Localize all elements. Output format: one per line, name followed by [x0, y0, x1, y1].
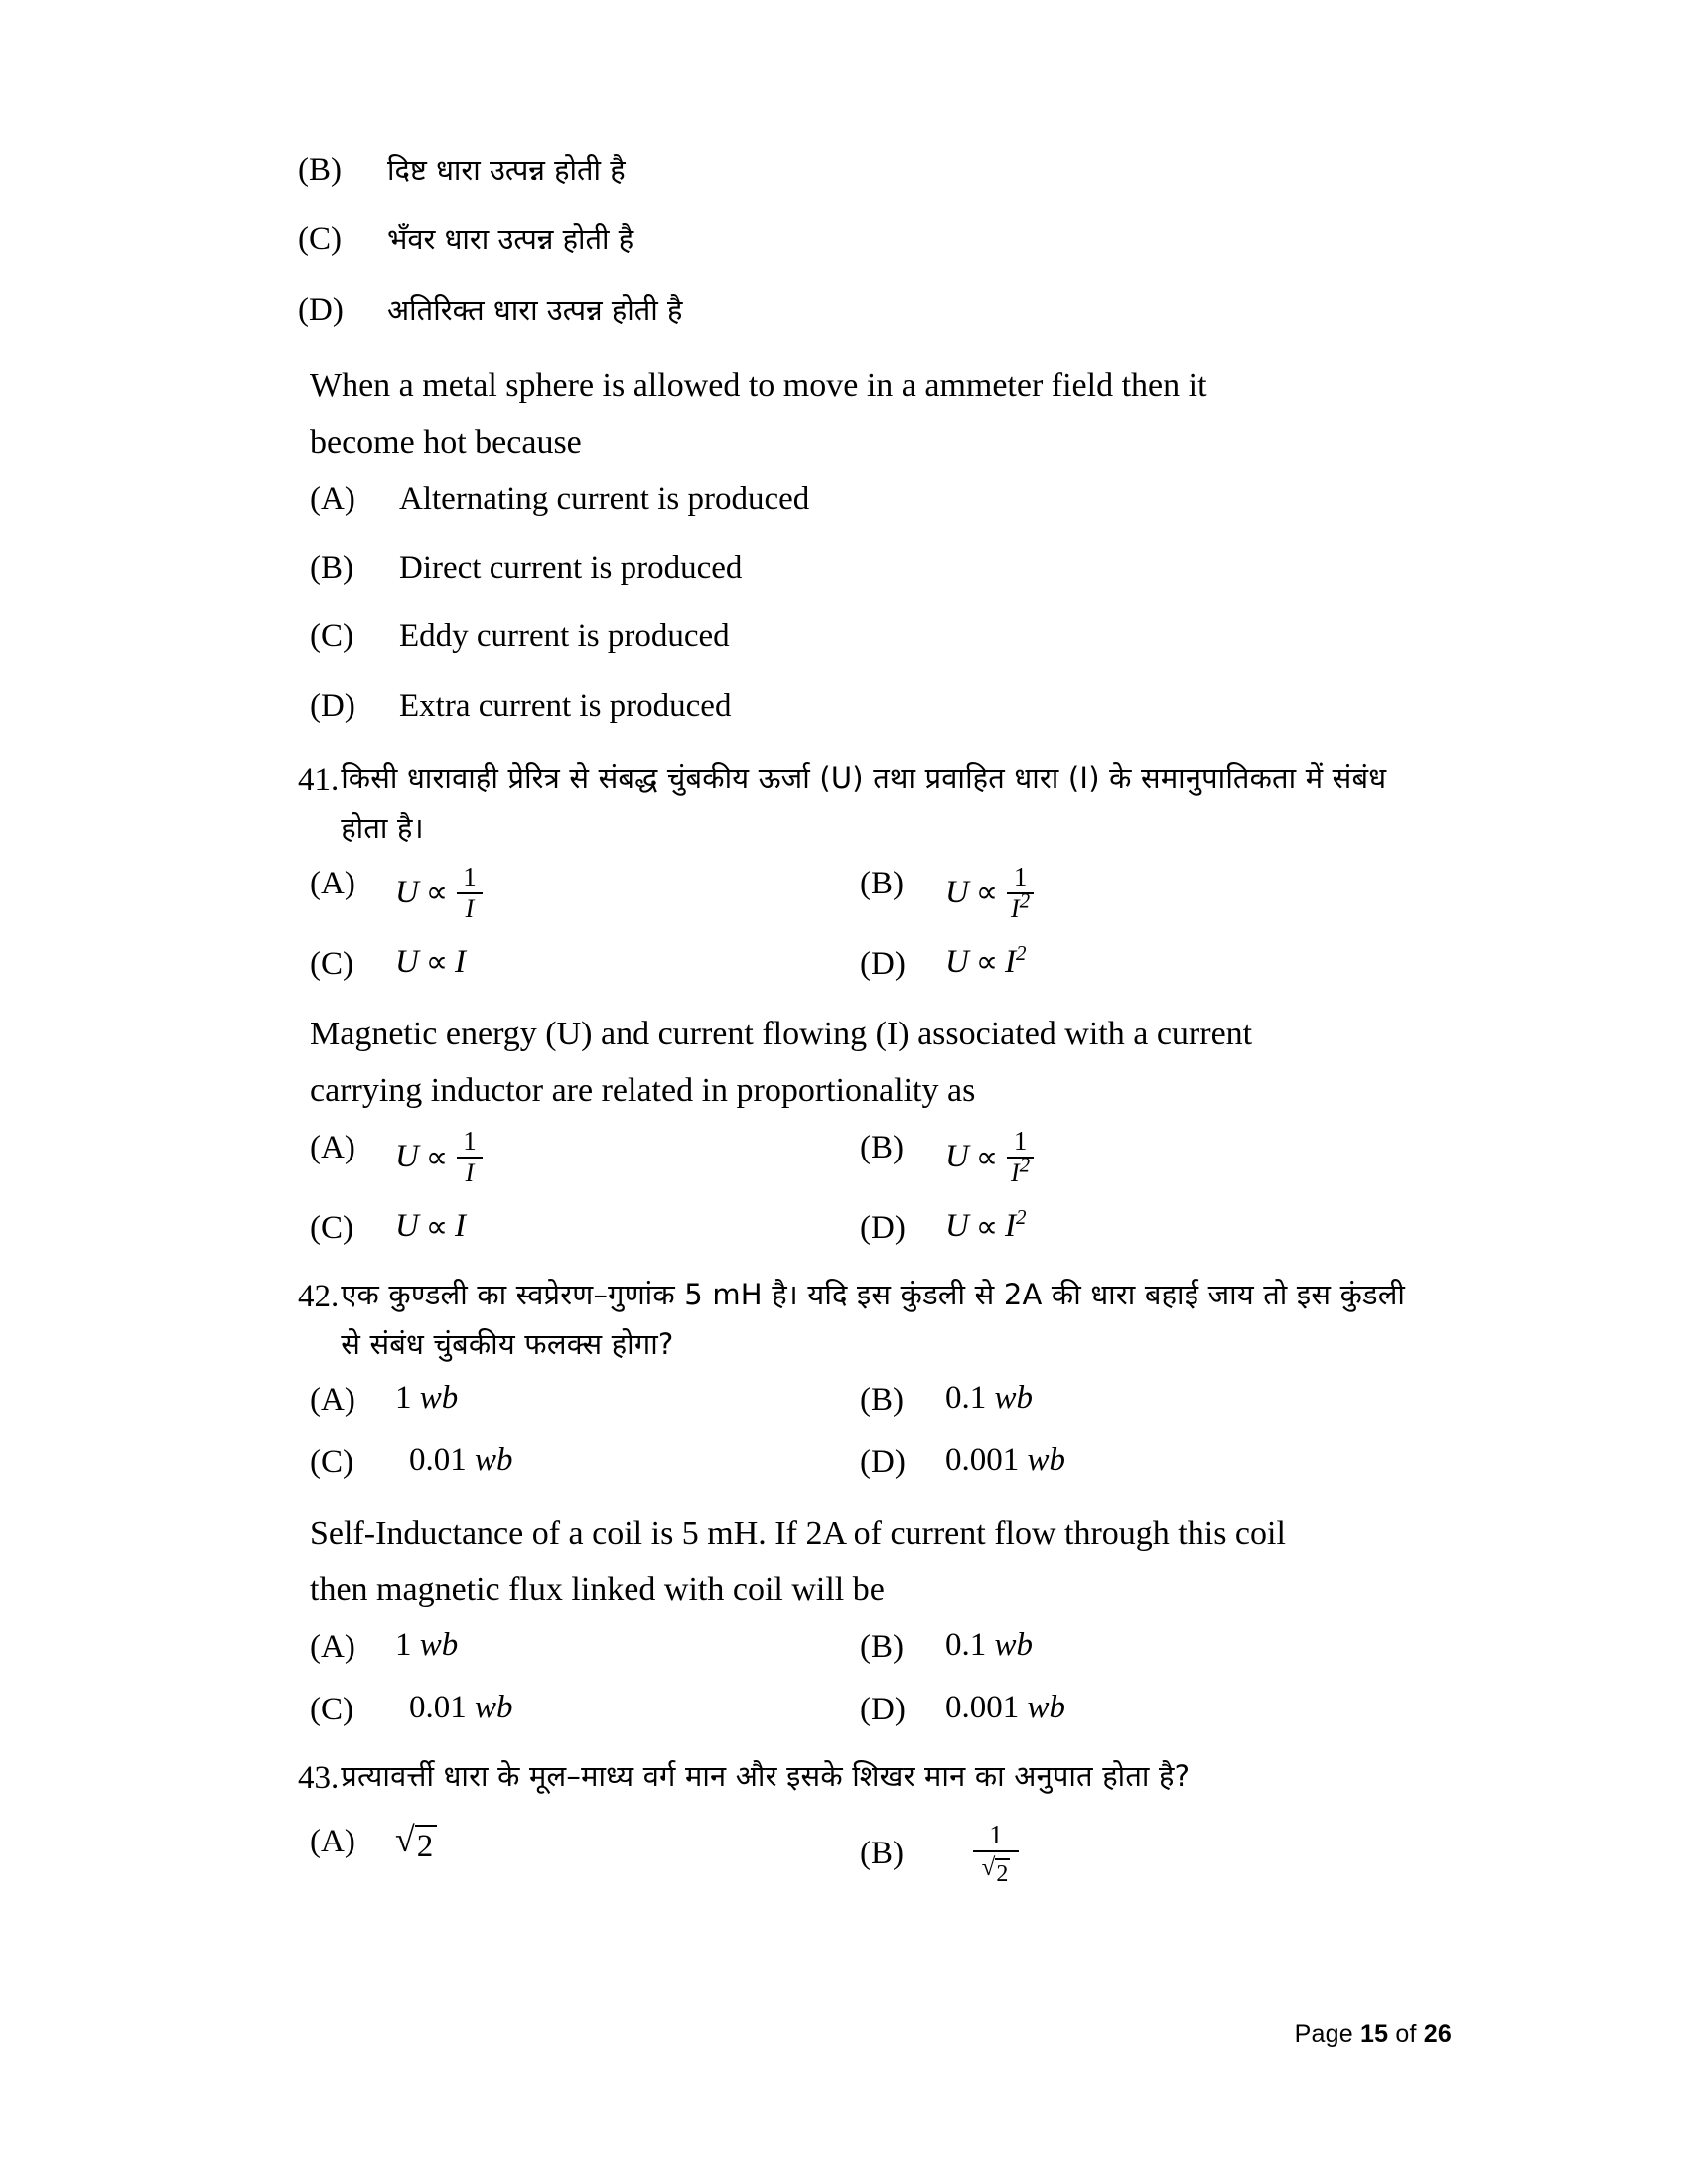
option-row-english-b — [310, 548, 1410, 589]
question-stem-hindi: प्रत्यावर्त्ती धारा के मूल–माध्य वर्ग मान और इसके शिखर मान का अनुपात होता है? — [341, 1759, 1191, 1794]
option-text: Direct current is produced — [399, 550, 743, 587]
fraction-one-over-root-two — [973, 1819, 1019, 1887]
option-row-english-a — [310, 479, 1410, 520]
fraction-one-over-i-squared — [1007, 1128, 1034, 1186]
option-row-hindi-c — [298, 218, 1410, 260]
option-d — [860, 1205, 1410, 1249]
option-row — [310, 1690, 1410, 1730]
denominator: $I^2$ — [1011, 888, 1031, 923]
question-stem-hindi: एक कुण्डली का स्वप्रेरण–गुणांक 5 mH है। यदि इस कुंडली से 2A की धारा बहाई जाय तो इस कुंडली से संबंध चुंबकीय फलक्स होगा? — [341, 1278, 1406, 1362]
value: 0.01 — [409, 1689, 467, 1725]
page-content — [298, 149, 1410, 1909]
option-label: (C) — [310, 945, 353, 982]
variable-u: U — [395, 874, 419, 910]
option-label: (B) — [298, 152, 342, 188]
variable-u: U — [945, 1208, 969, 1245]
fraction-one-over-i — [457, 1128, 483, 1186]
option-formula — [945, 861, 1036, 923]
option-label: (B) — [860, 1130, 904, 1166]
footer-middle: of — [1395, 2020, 1417, 2048]
option-label: (D) — [860, 1691, 906, 1727]
value: 0.1 — [945, 1380, 987, 1417]
unit: wb — [1027, 1442, 1066, 1479]
variable-i-squared: $I^2$ — [1005, 1205, 1027, 1245]
square-root-two — [395, 1819, 437, 1864]
option-row-hindi-b — [298, 149, 1410, 191]
option-label: (D) — [860, 945, 906, 982]
option-label: (C) — [310, 1691, 353, 1727]
denominator: I — [465, 1159, 475, 1188]
proportional-icon: ∝ — [425, 944, 448, 980]
option-label: (B) — [860, 1382, 904, 1419]
option-row — [310, 940, 1410, 985]
option-row-english-c — [310, 616, 1410, 657]
question-42 — [298, 1271, 1410, 1370]
question-41-english-stem — [310, 1007, 1410, 1118]
english-stem — [310, 358, 1410, 470]
unit: wb — [419, 1626, 459, 1663]
option-a — [310, 861, 860, 923]
option-value — [395, 1380, 458, 1417]
question-stem-hindi: किसी धारावाही प्रेरित्र से संबद्ध चुंबकीय ऊर्जा (U) तथा प्रवाहित धारा (I) के समानुपातिकता में संबंध होता है। — [341, 760, 1387, 845]
option-label: (A) — [310, 1823, 355, 1859]
option-formula — [395, 1128, 485, 1186]
option-a — [310, 1380, 860, 1421]
option-text: Alternating current is produced — [399, 480, 810, 517]
variable-u: U — [945, 874, 969, 910]
option-formula — [945, 1205, 1027, 1245]
variable-i: I — [455, 943, 466, 980]
stem-line: carrying inductor are related in proportionality as — [310, 1071, 976, 1109]
option-label: (B) — [310, 550, 353, 587]
option-value — [409, 1442, 513, 1479]
option-row-hindi-d — [298, 289, 1410, 331]
option-value — [945, 1690, 1065, 1726]
option-label: (D) — [860, 1444, 906, 1481]
option-a — [310, 1627, 860, 1668]
option-value — [945, 1442, 1065, 1479]
option-value — [409, 1690, 513, 1726]
option-row — [310, 1819, 1410, 1887]
proportional-icon: ∝ — [975, 1208, 998, 1244]
question-41 — [298, 754, 1410, 854]
option-value — [945, 1627, 1033, 1664]
option-b — [860, 1128, 1410, 1186]
option-row — [310, 861, 1410, 923]
option-formula — [395, 1208, 466, 1245]
question-number: 43. — [298, 1760, 340, 1797]
stem-line: Magnetic energy (U) and current flowing (I) associated with a current — [310, 1015, 1253, 1052]
stem-line: Self-Inductance of a coil is 5 mH. If 2A of current flow through this coil — [310, 1514, 1286, 1552]
radicand: 2 — [415, 1825, 438, 1864]
question-42-hindi-options — [310, 1380, 1410, 1484]
proportional-icon: ∝ — [975, 944, 998, 980]
option-label: (B) — [860, 1628, 904, 1665]
variable-i-squared: $I^2$ — [1005, 940, 1027, 980]
option-formula — [945, 940, 1027, 981]
option-label: (A) — [310, 1382, 355, 1419]
question-41-hindi-options — [310, 861, 1410, 985]
numerator: 1 — [463, 861, 477, 891]
footer-total-pages: 26 — [1423, 2020, 1452, 2048]
option-c — [310, 1208, 860, 1249]
question-41-english-options — [310, 1128, 1410, 1249]
proportional-icon: ∝ — [425, 875, 448, 910]
numerator: 1 — [463, 1126, 477, 1157]
variable-i: I — [455, 1208, 466, 1245]
option-text: दिष्ट धारा उत्पन्न होती है — [387, 153, 626, 187]
denominator — [978, 1852, 1015, 1887]
radical-icon: √ — [981, 1853, 996, 1881]
unit: wb — [475, 1689, 513, 1725]
page-footer — [1295, 2020, 1452, 2049]
option-text: भँवर धारा उत्पन्न होती है — [387, 222, 634, 257]
radicand: 2 — [995, 1858, 1010, 1887]
option-formula — [395, 944, 466, 981]
option-row-english-d — [310, 686, 1410, 727]
fraction-one-over-i-squared — [1007, 861, 1034, 923]
denominator: $I^2$ — [1011, 1153, 1031, 1188]
option-label: (A) — [310, 1628, 355, 1665]
option-label: (C) — [310, 1444, 353, 1481]
unit: wb — [994, 1626, 1034, 1663]
option-d — [860, 940, 1410, 985]
footer-prefix: Page — [1294, 2020, 1353, 2048]
variable-u: U — [945, 1139, 969, 1175]
question-43-hindi-options — [310, 1819, 1410, 1887]
question-number: 42. — [298, 1279, 340, 1315]
option-label: (D) — [298, 291, 344, 328]
option-c — [310, 944, 860, 985]
value: 0.01 — [409, 1442, 467, 1479]
stem-line: When a metal sphere is allowed to move in a ammeter field then it — [310, 366, 1207, 404]
radical-icon: √ — [395, 1819, 415, 1859]
option-label: (D) — [310, 687, 355, 724]
option-a — [310, 1819, 860, 1864]
stem-line: then magnetic flux linked with coil will be — [310, 1570, 885, 1608]
numerator: 1 — [1013, 1126, 1028, 1157]
variable-u: U — [945, 943, 969, 980]
unit: wb — [994, 1380, 1034, 1417]
numerator: 1 — [1013, 861, 1028, 891]
value: 0.1 — [945, 1626, 987, 1663]
proportional-icon: ∝ — [975, 1139, 998, 1174]
numerator: 1 — [989, 1819, 1003, 1849]
unit: wb — [475, 1442, 513, 1479]
option-d — [860, 1442, 1410, 1483]
option-label: (A) — [310, 1130, 355, 1166]
fraction-one-over-i — [457, 861, 483, 923]
option-a — [310, 1128, 860, 1186]
denominator: I — [465, 893, 475, 923]
option-formula — [945, 1128, 1036, 1186]
variable-u: U — [395, 1139, 419, 1175]
value: 1 — [395, 1380, 412, 1417]
option-value — [945, 1380, 1033, 1417]
option-label: (B) — [860, 1836, 904, 1872]
option-row — [310, 1380, 1410, 1421]
square-root-two — [982, 1855, 1011, 1887]
proportional-icon: ∝ — [975, 875, 998, 910]
option-row — [310, 1128, 1410, 1186]
option-text: Extra current is produced — [399, 687, 732, 724]
footer-current-page: 15 — [1360, 2020, 1389, 2048]
value: 0.001 — [945, 1442, 1020, 1479]
option-b — [860, 1819, 1410, 1887]
question-number: 41. — [298, 761, 340, 798]
proportional-icon: ∝ — [425, 1208, 448, 1244]
unit: wb — [419, 1380, 459, 1417]
option-c — [310, 1690, 860, 1730]
question-43 — [298, 1752, 1410, 1805]
option-label: (C) — [298, 221, 342, 258]
proportional-icon: ∝ — [425, 1139, 448, 1174]
option-b — [860, 1627, 1410, 1668]
option-label: (C) — [310, 1210, 353, 1247]
variable-u: U — [395, 943, 419, 980]
option-d — [860, 1690, 1410, 1730]
value: 0.001 — [945, 1689, 1020, 1725]
option-label: (A) — [310, 865, 355, 901]
question-42-english-stem — [310, 1506, 1410, 1617]
option-label: (D) — [860, 1210, 906, 1247]
option-b — [860, 861, 1410, 923]
option-text: अतिरिक्त धारा उत्पन्न होती है — [387, 292, 683, 327]
english-options — [310, 479, 1410, 727]
option-label: (C) — [310, 618, 353, 655]
unit: wb — [1027, 1689, 1066, 1725]
option-row — [310, 1442, 1410, 1483]
stem-line: become hot because — [310, 423, 582, 461]
option-c — [310, 1442, 860, 1483]
option-text: Eddy current is produced — [399, 618, 730, 655]
option-b — [860, 1380, 1410, 1421]
option-row — [310, 1205, 1410, 1249]
option-formula — [395, 861, 485, 923]
variable-u: U — [395, 1208, 419, 1245]
question-42-english-options — [310, 1627, 1410, 1731]
option-label: (A) — [310, 480, 355, 517]
option-row — [310, 1627, 1410, 1668]
option-label: (B) — [860, 865, 904, 901]
option-value — [395, 1627, 458, 1664]
value: 1 — [395, 1626, 412, 1663]
